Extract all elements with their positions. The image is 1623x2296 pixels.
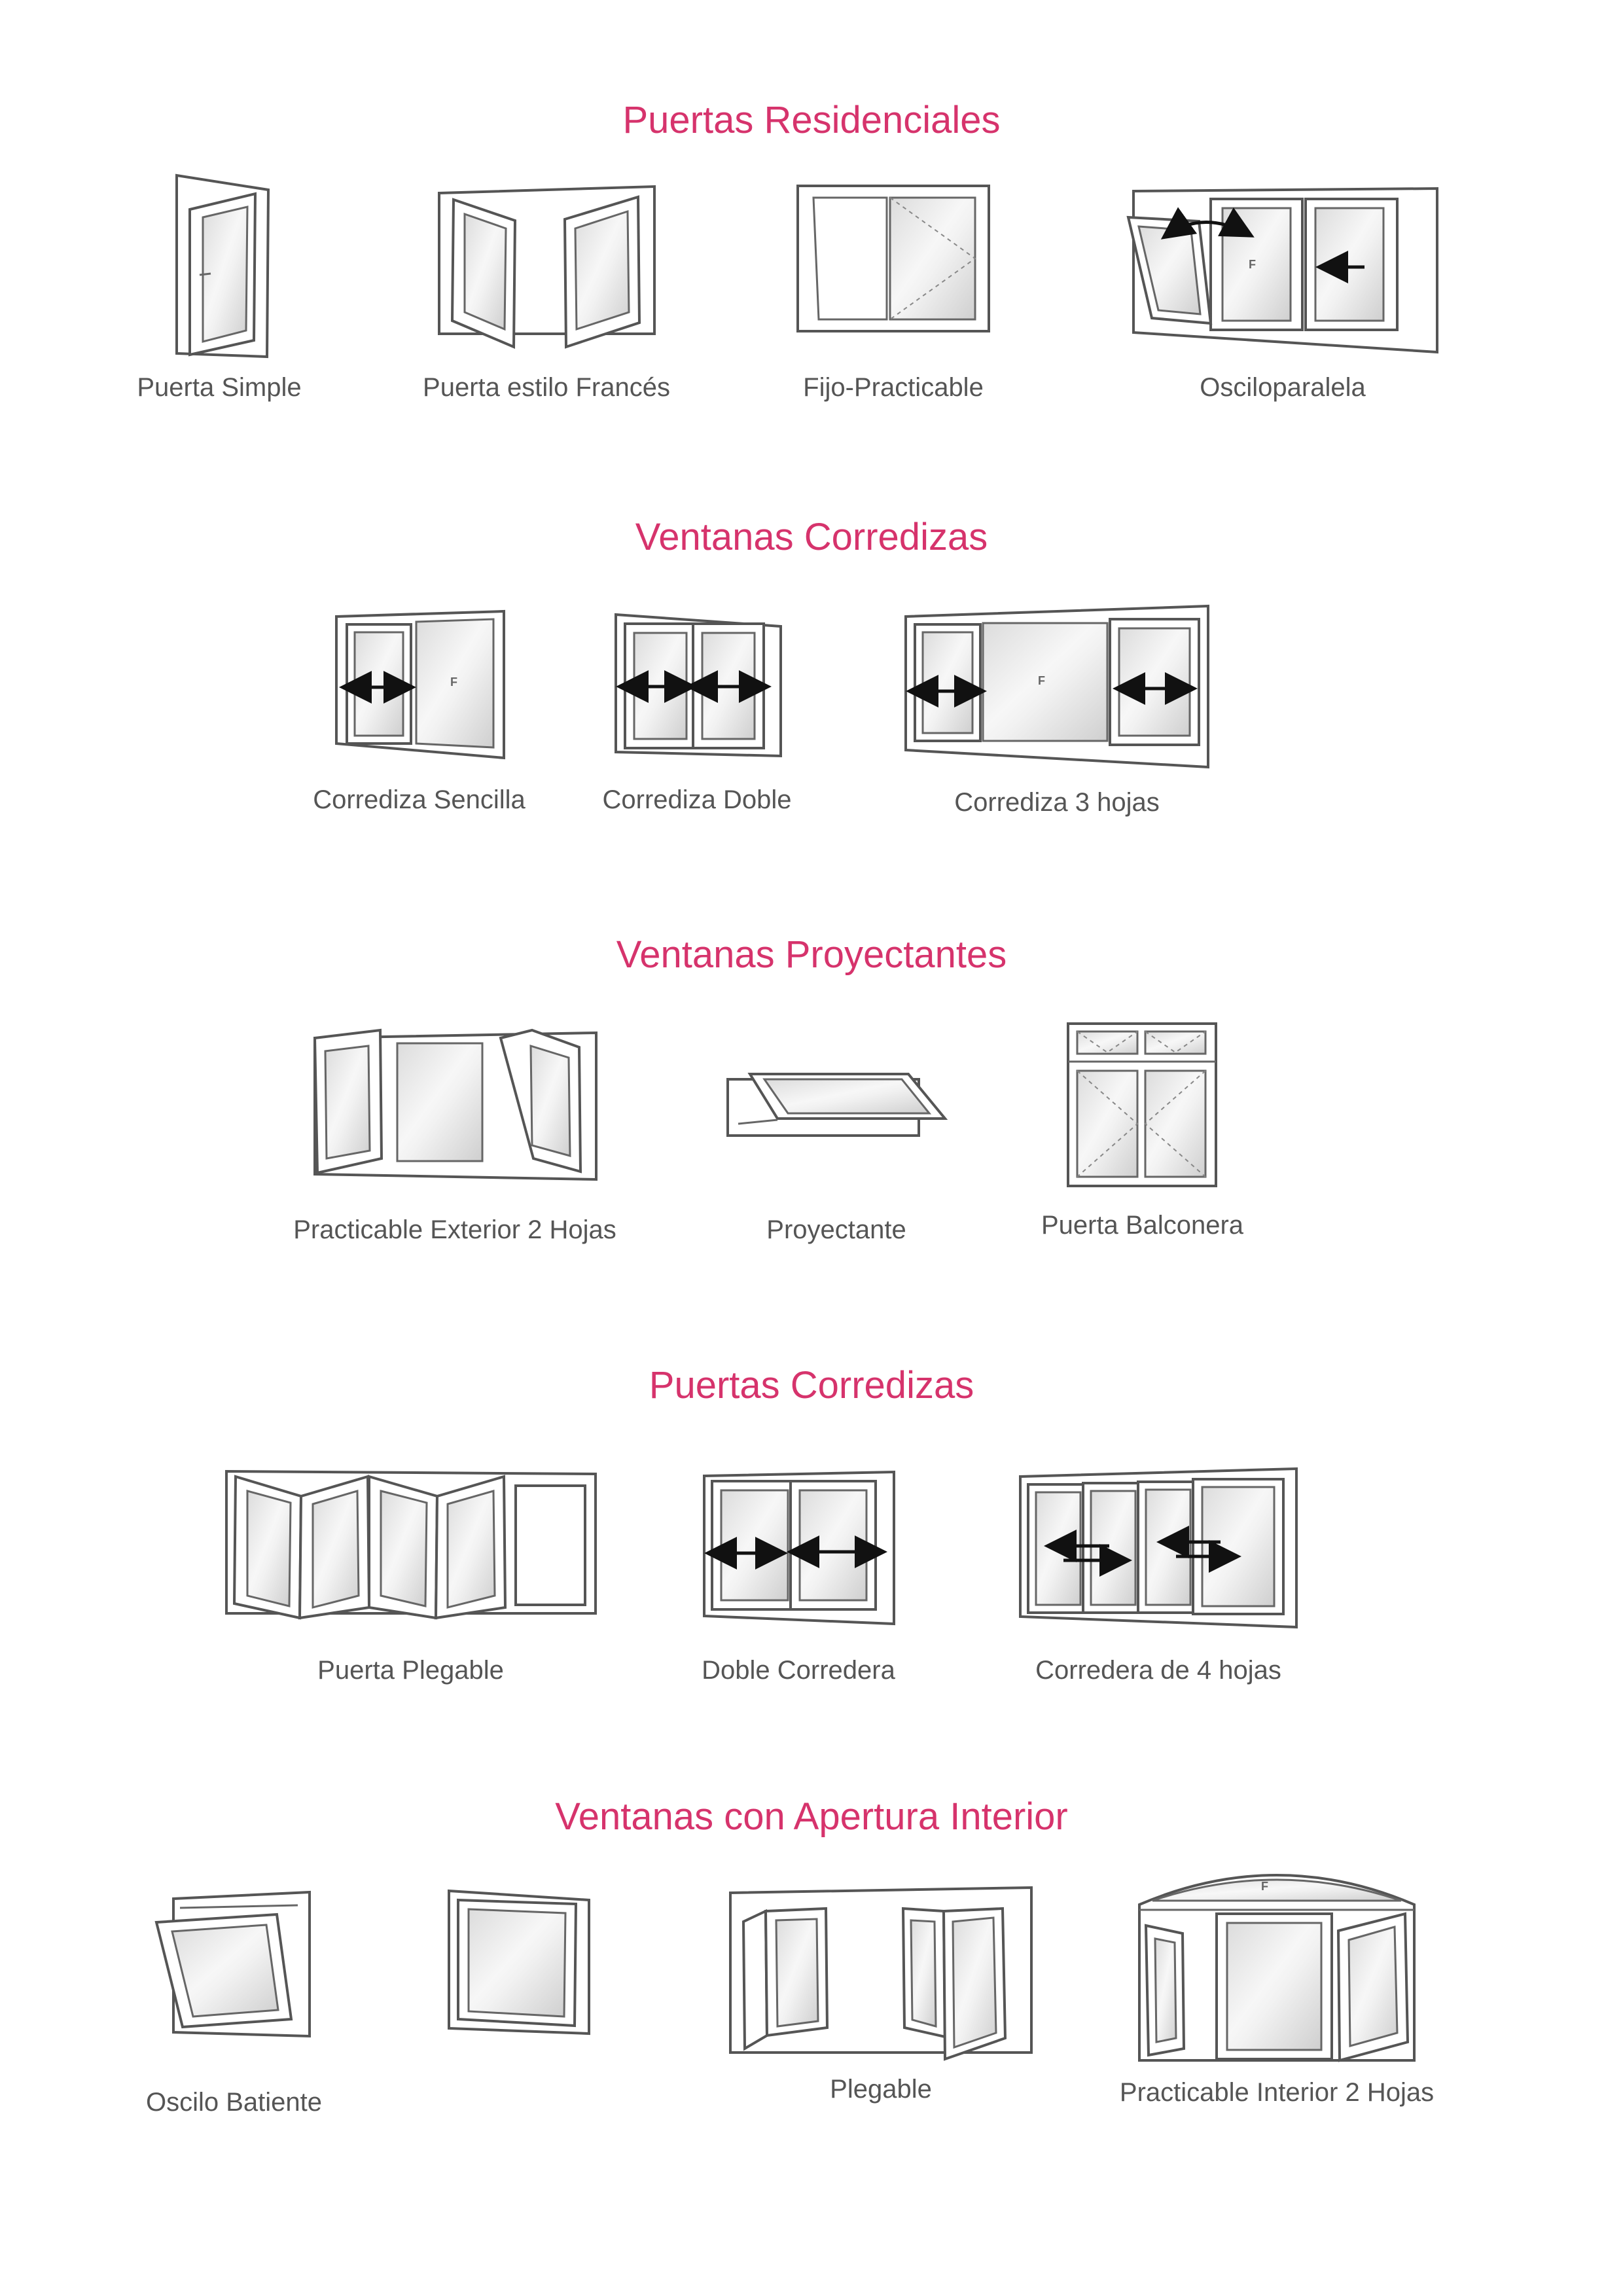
awning-window-icon: [725, 1070, 948, 1142]
item-caption: Practicable Interior 2 Hojas: [1119, 2078, 1435, 2107]
item-caption: Puerta estilo Francés: [423, 373, 670, 402]
item-caption: Oscilo Batiente: [145, 2088, 323, 2117]
double-sliding-door-item: [700, 1469, 897, 1685]
fixed-marker: F: [1038, 674, 1045, 687]
four-panel-sliding-icon: [1018, 1466, 1299, 1630]
four-panel-sliding-item: [1018, 1466, 1299, 1685]
fixed-marker: F: [1261, 1880, 1268, 1893]
bifold-window-icon: [728, 1885, 1034, 2062]
tilt-turn-icon: [154, 1888, 314, 2039]
double-slider-icon: [612, 612, 782, 762]
double-slider-item: [602, 612, 792, 814]
french-door-icon: [435, 173, 658, 350]
fixed-marker: F: [450, 675, 457, 689]
item-caption: Plegable: [830, 2075, 932, 2104]
awning-window-item: [725, 1070, 948, 1244]
single-slider-item: [313, 609, 526, 814]
item-caption: Puerta Balconera: [1041, 1211, 1244, 1240]
item-caption: Proyectante: [766, 1215, 906, 1244]
item-caption: Corrediza Doble: [602, 785, 792, 814]
item-caption: Practicable Exterior 2 Hojas: [293, 1215, 616, 1244]
folding-door-item: [223, 1466, 599, 1685]
fixed-marker: F: [1249, 258, 1256, 271]
section-title-inward-opening-windows: Ventanas con Apertura Interior: [555, 1795, 1068, 1838]
outward-casement-icon: [311, 1028, 599, 1181]
inward-casement-item: [1119, 1852, 1435, 2107]
single-door-icon: [170, 170, 268, 367]
section-title-sliding-windows: Ventanas Corredizas: [635, 516, 988, 558]
item-caption: Corredera de 4 hojas: [1035, 1656, 1281, 1685]
french-door-item: [423, 173, 670, 402]
single-door-item: [137, 170, 302, 402]
item-caption: Osciloparalela: [1200, 373, 1366, 402]
three-panel-slider-item: [903, 603, 1211, 817]
outward-casement-item: [293, 1028, 616, 1244]
item-caption: Corrediza 3 hojas: [954, 788, 1160, 817]
section-title-residential-doors: Puertas Residenciales: [622, 99, 1001, 141]
item-caption: Puerta Plegable: [317, 1656, 504, 1685]
tilt-slide-icon: [1126, 183, 1440, 353]
item-caption: Fijo-Practicable: [803, 373, 984, 402]
three-panel-slider-icon: [903, 603, 1211, 770]
inward-casement-icon: [1135, 1852, 1418, 2063]
inward-window-icon: [445, 1888, 592, 2039]
balcony-door-icon: [1065, 1021, 1219, 1188]
balcony-door-item: [1041, 1021, 1244, 1240]
section-title-sliding-doors: Puertas Corredizas: [649, 1364, 974, 1407]
single-slider-icon: [332, 609, 506, 759]
item-caption: Puerta Simple: [137, 373, 302, 402]
tilt-turn-item: [145, 1888, 323, 2117]
tilt-slide-item: [1126, 183, 1440, 402]
section-title-projecting-windows: Ventanas Proyectantes: [616, 933, 1007, 976]
item-caption: Corrediza Sencilla: [313, 785, 526, 814]
fixed-casement-icon: [795, 183, 991, 334]
folding-door-icon: [223, 1466, 599, 1623]
fixed-casement-item: [795, 183, 991, 402]
inward-window-item: [445, 1888, 592, 2039]
bifold-window-item: [728, 1885, 1034, 2104]
double-sliding-door-icon: [700, 1469, 897, 1626]
item-caption: Doble Corredera: [702, 1656, 895, 1685]
